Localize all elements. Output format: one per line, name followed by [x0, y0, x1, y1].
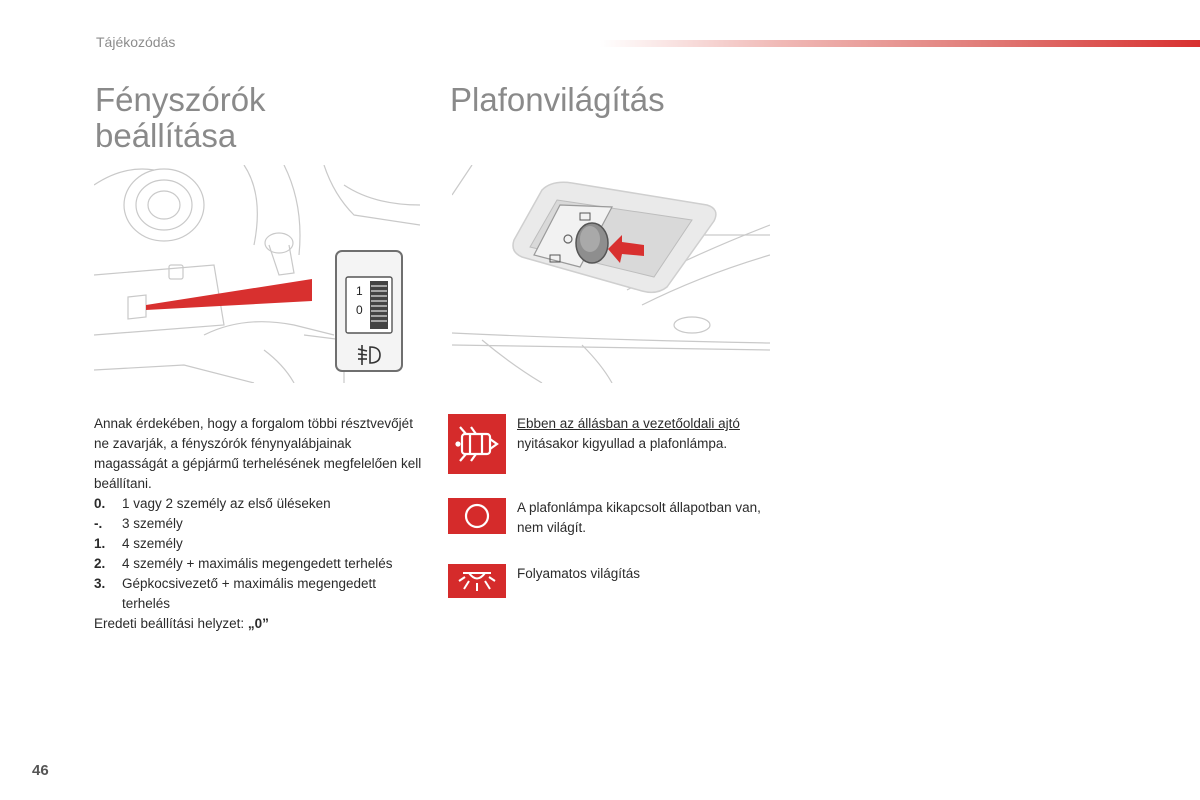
intro-paragraph: Annak érdekében, hogy a forgalom többi résztvevőjét ne zavarják, a fényszórók fénynyalábjainak magasságát a gépjármű terhelésének megfelelően kell beállítani.	[94, 416, 422, 491]
list-item	[94, 494, 424, 514]
dashboard-drawing	[94, 165, 420, 383]
list-item	[94, 554, 424, 574]
mode-door-open-text	[517, 414, 740, 474]
dashboard-illustration	[94, 165, 420, 383]
default-label: Eredeti beállítási helyzet:	[94, 616, 248, 631]
ceiling-light-illustration	[452, 165, 770, 383]
headlamp-adjustment-title	[95, 82, 425, 154]
door-open-car-icon	[448, 414, 506, 474]
dial-mark-1: 1	[356, 284, 363, 298]
list-item	[94, 574, 424, 614]
dial-mark-0: 0	[356, 303, 363, 317]
mode-permanent-text: Folyamatos világítás	[517, 566, 641, 581]
default-setting	[94, 614, 424, 634]
position-key: 1.	[94, 536, 106, 551]
position-text: 4 személy	[122, 536, 183, 551]
position-key: 3.	[94, 576, 106, 591]
position-text: 3 személy	[122, 516, 183, 531]
mode-door-open	[448, 414, 788, 474]
list-item	[94, 514, 424, 534]
page-number: 46	[32, 762, 49, 779]
position-key: -.	[94, 516, 103, 531]
title-line-2: beállítása	[95, 117, 237, 154]
section-label: Tájékozódás	[96, 34, 176, 50]
ceiling-light-drawing	[452, 165, 770, 383]
mode-permanent	[448, 564, 788, 598]
headlamp-instructions	[94, 414, 424, 634]
position-text: 4 személy + maximális megengedett terhelés	[122, 556, 393, 571]
mode-off-text: A plafonlámpa kikapcsolt állapotban van, nem világít.	[517, 500, 761, 535]
mode-door-open-rest: nyitásakor kigyullad a plafonlámpa.	[517, 436, 728, 451]
position-key: 2.	[94, 556, 106, 571]
mode-door-open-emphasis: Ebben az állásban a vezetőoldali ajtó	[517, 416, 740, 431]
title-line-1: Fényszórók	[95, 81, 266, 118]
list-item	[94, 534, 424, 554]
position-text: Gépkocsivezető + maximális megengedett terhelés	[122, 576, 377, 611]
header-accent-bar	[600, 40, 1200, 47]
circle-off-icon	[448, 498, 506, 534]
position-text: 1 vagy 2 személy az első üléseken	[122, 496, 331, 511]
mode-off	[448, 498, 788, 538]
position-key: 0.	[94, 496, 106, 511]
ceiling-light-title: Plafonvilágítás	[450, 81, 665, 118]
default-value: „0”	[247, 616, 269, 631]
ceiling-light-icon	[448, 564, 506, 598]
